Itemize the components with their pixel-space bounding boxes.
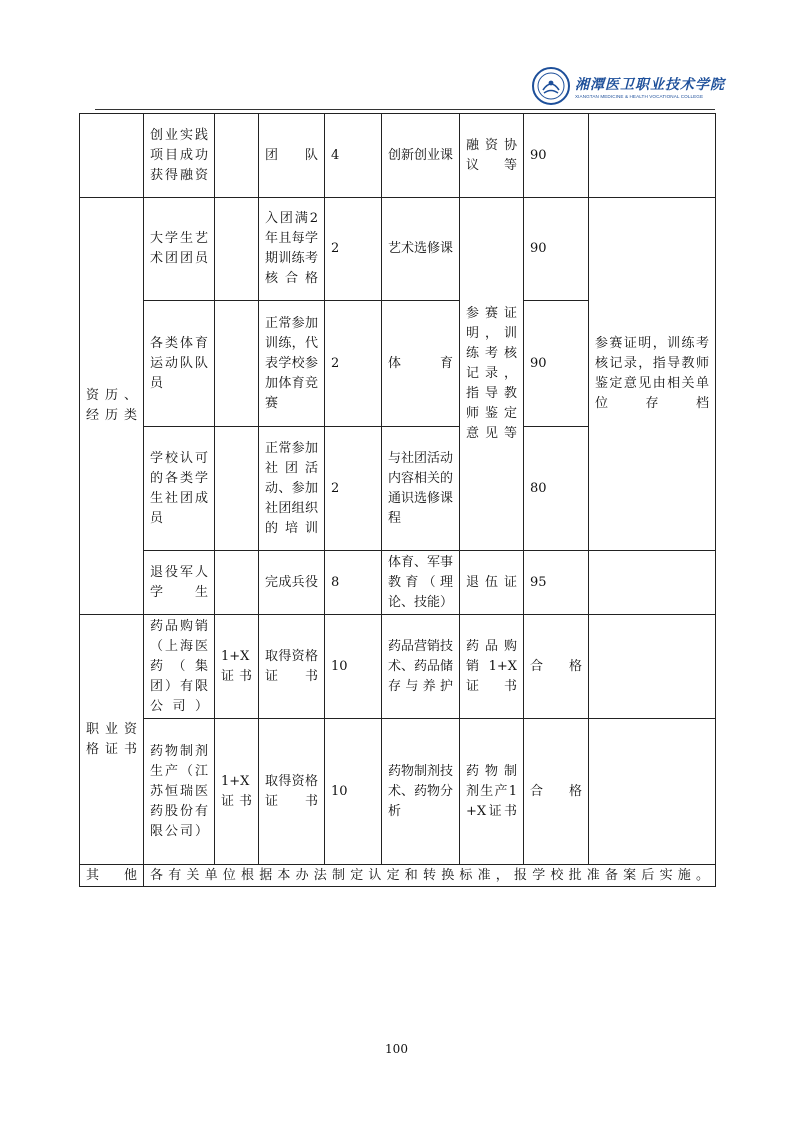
category-cell xyxy=(80,114,144,198)
item-cell: 学校认可的各类学生社团成员 xyxy=(144,427,215,551)
score-cell: 90 xyxy=(524,198,589,301)
level-cell xyxy=(215,198,259,301)
score-cell: 合格 xyxy=(524,719,589,865)
item-cell: 大学生艺术团团员 xyxy=(144,198,215,301)
condition-cell: 正常参加训练，代表学校参加体育竞赛 xyxy=(259,301,325,427)
score-cell: 合格 xyxy=(524,615,589,719)
table-row xyxy=(80,198,716,301)
item-cell: 各类体育运动队队员 xyxy=(144,301,215,427)
course-cell: 药品营销技术、药品储存与养护 xyxy=(382,615,460,719)
score-cell: 80 xyxy=(524,427,589,551)
college-name-cn: 湘潭医卫职业技术学院 xyxy=(575,76,725,93)
credit-cell: 10 xyxy=(325,719,382,865)
condition-cell: 正常参加社团活动、参加社团组织的培训 xyxy=(259,427,325,551)
table-row xyxy=(80,865,716,887)
condition-cell: 团队 xyxy=(259,114,325,198)
condition-cell: 取得资格证书 xyxy=(259,719,325,865)
score-cell: 90 xyxy=(524,301,589,427)
college-name-en: XIANGTAN MEDICINE & HEALTH VOCATIONAL COLLEGE xyxy=(575,93,704,99)
credit-transfer-table xyxy=(79,113,716,887)
proof-cell: 药物制剂生产1+X证书 xyxy=(460,719,524,865)
item-cell: 退役军人学生 xyxy=(144,551,215,615)
course-cell: 体育、军事教育（理论、技能） xyxy=(382,551,460,615)
table-row xyxy=(80,615,716,719)
college-logo xyxy=(531,64,731,108)
course-cell: 体育 xyxy=(382,301,460,427)
level-cell xyxy=(215,427,259,551)
condition-cell: 入团满2年且每学期训练考核合格 xyxy=(259,198,325,301)
proof-cell: 药品购销1+X证书 xyxy=(460,615,524,719)
other-note-cell: 各有关单位根据本办法制定认定和转换标准，报学校批准备案后实施。 xyxy=(144,865,716,887)
course-cell: 艺术选修课 xyxy=(382,198,460,301)
remark-cell xyxy=(589,615,716,719)
level-cell xyxy=(215,114,259,198)
item-cell: 药物制剂生产（江苏恒瑞医药股份有限公司） xyxy=(144,719,215,865)
table-row xyxy=(80,551,716,615)
credit-cell: 2 xyxy=(325,427,382,551)
credit-cell: 2 xyxy=(325,198,382,301)
level-cell: 1+X证书 xyxy=(215,615,259,719)
score-cell: 90 xyxy=(524,114,589,198)
category-cell: 资历、经历类 xyxy=(80,198,144,615)
credit-cell: 2 xyxy=(325,301,382,427)
credit-cell: 4 xyxy=(325,114,382,198)
header-rule xyxy=(95,109,715,110)
item-cell: 药品购销（上海医药（集团）有限公司） xyxy=(144,615,215,719)
page-number: 100 xyxy=(385,1042,408,1056)
course-cell: 药物制剂技术、药物分析 xyxy=(382,719,460,865)
level-cell xyxy=(215,551,259,615)
item-cell: 创业实践项目成功获得融资 xyxy=(144,114,215,198)
category-cell: 其他 xyxy=(80,865,144,887)
condition-cell: 取得资格证书 xyxy=(259,615,325,719)
remark-cell xyxy=(589,114,716,198)
page-header xyxy=(0,0,793,118)
college-seal-icon xyxy=(531,66,571,106)
credit-cell: 10 xyxy=(325,615,382,719)
condition-cell: 完成兵役 xyxy=(259,551,325,615)
level-cell xyxy=(215,301,259,427)
level-cell: 1+X证书 xyxy=(215,719,259,865)
category-cell: 职业资格证书 xyxy=(80,615,144,865)
course-cell: 创新创业课 xyxy=(382,114,460,198)
proof-cell-merged: 参赛证明，训练考核记录，指导教师鉴定意见等 xyxy=(460,198,524,551)
credit-cell: 8 xyxy=(325,551,382,615)
remark-cell xyxy=(589,551,716,615)
proof-cell: 退伍证 xyxy=(460,551,524,615)
remark-cell xyxy=(589,719,716,865)
table-row xyxy=(80,114,716,198)
score-cell: 95 xyxy=(524,551,589,615)
course-cell: 与社团活动内容相关的通识选修课程 xyxy=(382,427,460,551)
proof-cell: 融资协议等 xyxy=(460,114,524,198)
table-row xyxy=(80,719,716,865)
remark-cell-merged: 参赛证明，训练考核记录，指导教师鉴定意见由相关单位存档 xyxy=(589,198,716,551)
